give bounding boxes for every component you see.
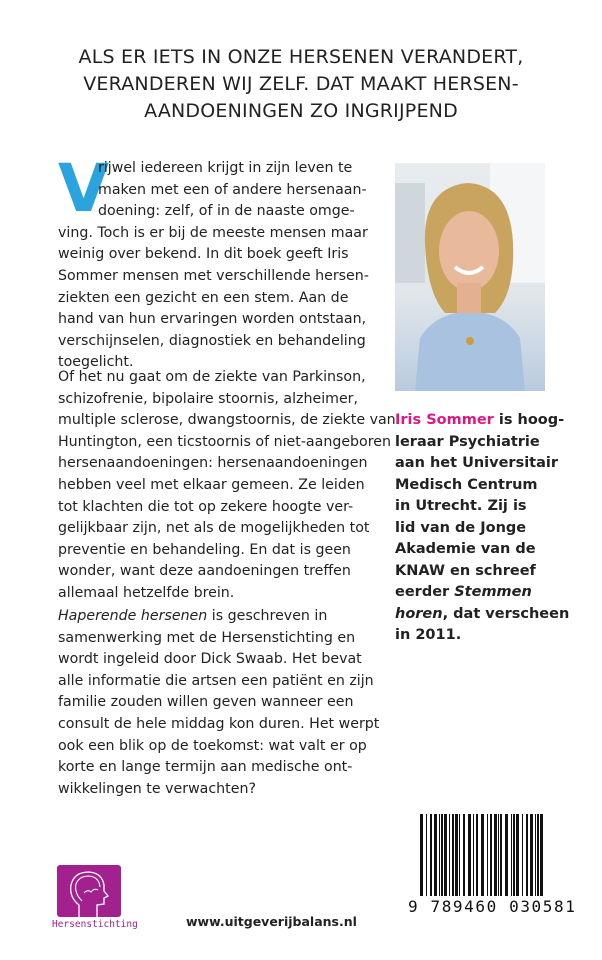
author-name: Iris Sommer	[395, 412, 494, 428]
text-line: alle informatie die artsen een patiënt en zijn	[58, 672, 374, 689]
text-line: leraar Psychiatrie	[395, 433, 540, 450]
text-line: wordt ingeleid door Dick Swaab. Het bevat	[58, 651, 362, 668]
barcode-bar	[498, 814, 499, 896]
barcode-bar	[441, 814, 443, 896]
text-line: in Utrecht. Zij is	[395, 498, 527, 514]
barcode-bar	[487, 814, 488, 896]
head-brain-icon	[57, 865, 121, 917]
barcode-bar	[490, 814, 492, 896]
barcode-bar	[540, 814, 543, 896]
author-bio	[395, 410, 569, 647]
hersenstichting-logo	[57, 865, 121, 917]
text-line: Of het nu gaat om de ziekte van Parkinson,	[58, 369, 366, 385]
barcode-bar	[449, 814, 450, 896]
barcode-bar	[426, 814, 427, 896]
barcode-bar	[500, 814, 502, 896]
barcode-bar	[513, 814, 515, 896]
text-line: preventie en behandeling. En dat is geen	[58, 541, 351, 558]
barcode	[420, 814, 545, 896]
text-line: korte en lange termijn aan medische ont-	[58, 759, 353, 776]
text-line: gelijkbaar zijn, net als de mogelijkheden tot	[58, 520, 370, 537]
barcode-bar	[452, 814, 454, 896]
text-line: toegelicht.	[58, 354, 134, 371]
barcode-bar	[537, 814, 539, 896]
text-line: doening: zelf, of in de naaste omge-	[98, 203, 355, 220]
barcode-bar	[444, 814, 447, 896]
text-line: hersenaandoeningen: hersenaandoeningen	[58, 455, 368, 472]
text: , dat verscheen	[442, 605, 570, 622]
barcode-bar	[494, 814, 497, 896]
book-title: Stemmen	[454, 584, 532, 600]
text-line: wikkelingen te verwachten?	[58, 780, 256, 797]
conditions-paragraph	[58, 367, 396, 605]
text-line: Akademie van de	[395, 541, 536, 557]
text: is hoog-	[493, 412, 565, 428]
author-photo	[395, 163, 545, 391]
text-line: hand van hun ervaringen worden ontstaan,	[58, 311, 367, 328]
barcode-bar	[535, 814, 536, 896]
barcode-bar	[439, 814, 440, 896]
barcode-bar	[476, 814, 478, 896]
text-line: allemaal hetzelfde brein.	[58, 584, 235, 601]
book-title: Haperende hersenen	[58, 608, 208, 624]
text: eerder	[395, 584, 455, 600]
text-line: Medisch Centrum	[395, 476, 538, 493]
headline-line: ALS ER IETS IN ONZE HERSENEN VERANDERT,	[78, 46, 524, 68]
text-line: ziekten een gezicht en een stem. Aan de	[58, 289, 349, 306]
headline	[0, 44, 602, 125]
barcode-bar	[481, 814, 484, 896]
publisher-url[interactable]: www.uitgeverijbalans.nl	[186, 914, 357, 929]
text-line: aan het Universitair	[395, 455, 559, 471]
barcode-bar	[455, 814, 458, 896]
text-line: verschijnselen, diagnostiek en behandeling	[58, 332, 366, 349]
text-line: samenwerking met de Hersenstichting en	[58, 629, 356, 646]
headline-line: AANDOENINGEN ZO INGRIJPEND	[144, 100, 458, 122]
barcode-bar	[463, 814, 465, 896]
barcode-bar	[430, 814, 432, 896]
isbn-number: 9 789460 030581	[408, 897, 577, 916]
barcode-bar	[526, 814, 528, 896]
barcode-bar	[522, 814, 523, 896]
text-line: consult de hele middag kon duren. Het werpt	[58, 715, 380, 732]
text-line: weinig over bekend. In dit boek geeft Iris	[58, 246, 349, 263]
text-line: lid van de Jonge	[395, 519, 527, 536]
text-line: multiple sclerose, dwangstoornis, de ziekte van	[58, 412, 396, 429]
book-title: horen	[395, 605, 443, 622]
barcode-bar	[530, 814, 533, 896]
book-paragraph	[58, 606, 378, 800]
barcode-bar	[516, 814, 519, 896]
text-line: Huntington, een ticstoornis of niet-aangeboren	[58, 433, 391, 450]
text: is geschreven in	[207, 608, 328, 624]
text-line: Sommer mensen met verschillende hersen-	[58, 267, 369, 284]
barcode-bar	[434, 814, 437, 896]
barcode-bar	[459, 814, 460, 896]
barcode-bar	[468, 814, 471, 896]
barcode-bar	[420, 814, 423, 896]
text-line: tot klachten die tot op zekere hoogte ver-	[58, 498, 354, 515]
barcode-bar	[511, 814, 512, 896]
drop-cap: V	[58, 150, 110, 227]
text: in 2011.	[395, 627, 462, 643]
text-line: rijwel iedereen krijgt in zijn leven te	[98, 160, 353, 176]
text-line: wonder, want deze aandoeningen treffen	[58, 563, 351, 580]
text-line: ving. Toch is er bij de meeste mensen maar	[58, 224, 368, 241]
text-line: ook een blik op de toekomst: wat valt er op	[58, 737, 367, 754]
barcode-bar	[505, 814, 508, 896]
text-line: KNAW en schreef	[395, 562, 536, 579]
text-line: maken met een of andere hersenaan-	[98, 181, 367, 198]
text-line: hebben veel met elkaar gemeen. Ze leiden	[58, 476, 365, 493]
text-line: schizofrenie, bipolaire stoornis, alzheimer,	[58, 390, 359, 407]
logo-label: Hersenstichting	[52, 919, 138, 930]
barcode-bar	[473, 814, 474, 896]
headline-line: VERANDEREN WIJ ZELF. DAT MAAKT HERSEN-	[83, 73, 519, 95]
text-line: familie zouden willen geven wanneer een	[58, 694, 354, 711]
intro-paragraph	[58, 150, 378, 374]
